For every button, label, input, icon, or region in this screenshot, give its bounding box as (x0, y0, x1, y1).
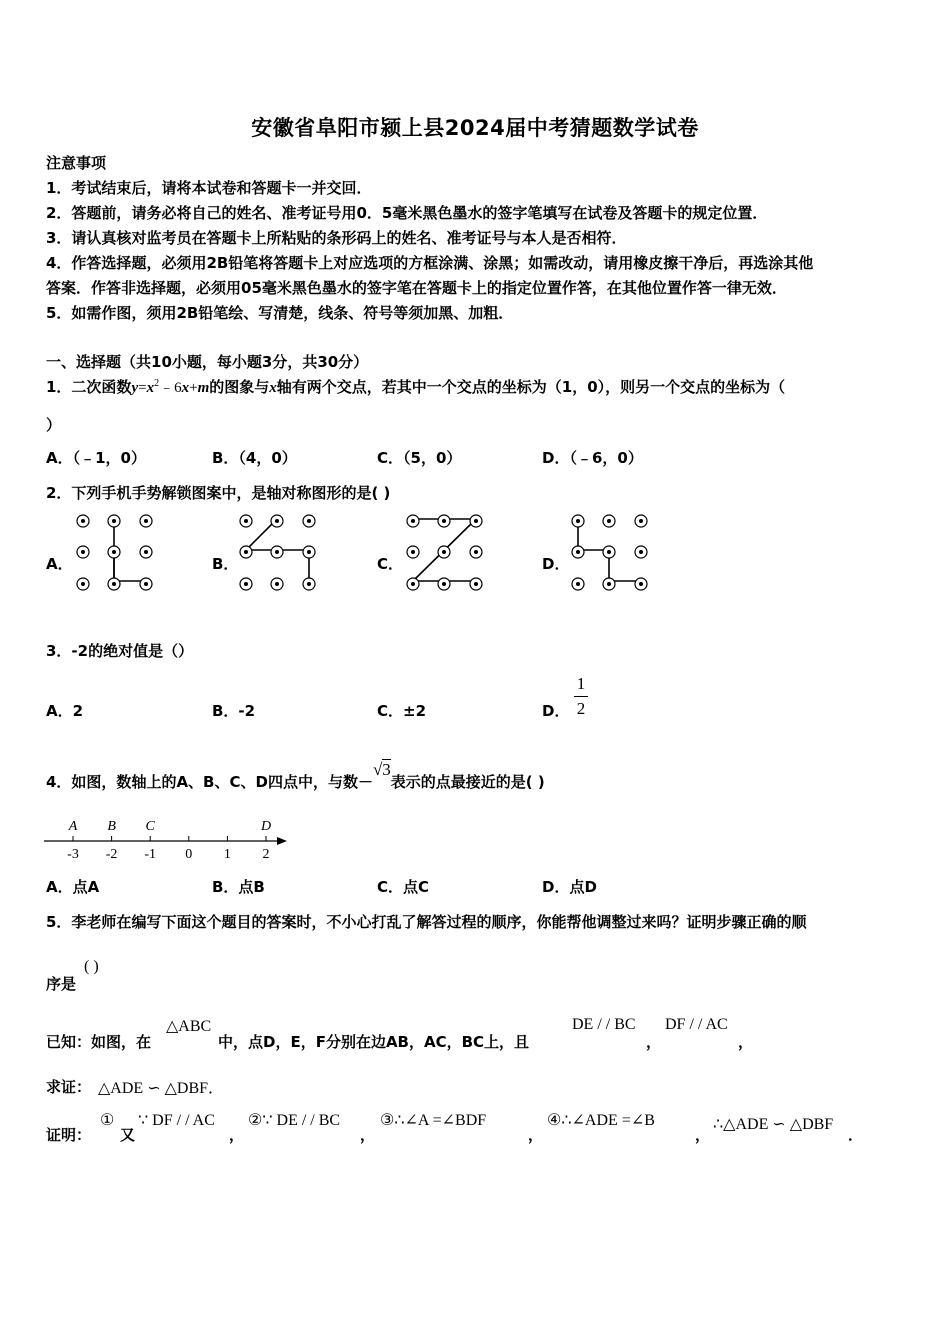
q3-option-d: D． (542, 702, 570, 720)
fraction-one-half: 1 2 (574, 674, 588, 719)
lock-dot-center (639, 550, 643, 554)
lock-dot-center (112, 550, 116, 554)
question-4: 4．如图，数轴上的A、B、C、D四点中，与数－√3表示的点最接近的是( ) (46, 760, 545, 791)
q2-option-b: B． (212, 555, 239, 573)
notice-item: 2．答题前，请务必将自己的姓名、准考证号用0．5毫米黑色墨水的签字笔填写在试卷及答题卡的规定位置． (46, 204, 768, 222)
q1-option-d: D．（﹣6，0） (542, 449, 643, 467)
pattern-b (233, 508, 323, 594)
lock-dot-center (411, 550, 415, 554)
lock-dot-center (244, 582, 248, 586)
condition-df-ac: DF / / AC (665, 1016, 728, 1033)
question-5: 5．李老师在编写下面这个题目的答案时，不小心打乱了解答过程的顺序，你能帮他调整过来吗？证明步骤正确的顺 (46, 913, 807, 931)
section-heading: 一、选择题（共10小题，每小题3分，共30分） (46, 353, 369, 371)
notice-item: 5．如需作图，须用2B铅笔绘、写清楚，线条、符号等须加黑、加粗． (46, 304, 514, 322)
condition-de-bc: DE / / BC (572, 1016, 636, 1033)
pattern-c (400, 508, 490, 594)
tick-label: -2 (105, 847, 118, 862)
lock-dot-center (442, 582, 446, 586)
notice-item: 3．请认真核对监考员在答题卡上所粘贴的条形码上的姓名、准考证号与本人是否相符． (46, 229, 627, 247)
lock-dot-center (275, 519, 279, 523)
lock-dot-center (307, 519, 311, 523)
tick-label: 1 (223, 847, 231, 862)
notice-item: 答案．作答非选择题，必须用05毫米黑色墨水的签字笔在答题卡上的指定位置作答，在其他位置作答一律无效． (46, 279, 787, 297)
question-2: 2．下列手机手势解锁图案中，是轴对称图形的是( ) (46, 484, 391, 502)
q3-option-b: B．-2 (212, 702, 256, 720)
q2-option-d: D． (542, 555, 570, 573)
pattern-d (565, 508, 655, 594)
lock-dot-center (607, 519, 611, 523)
pattern-a (70, 508, 160, 594)
lock-dot-center (112, 582, 116, 586)
page-title: 安徽省阜阳市颍上县2024届中考猜题数学试卷 (251, 116, 699, 140)
q4-option-a: A．点A (46, 878, 100, 896)
q4-option-b: B．点B (212, 878, 265, 896)
lock-dot-center (474, 519, 478, 523)
point-label: D (260, 819, 272, 834)
question-1: 1．二次函数$y=x^2﹣6x+m$的图象与x轴有两个交点，若其中一个交点的坐标为（1，0），则另一个交点的坐标为（ (46, 378, 786, 396)
q4-option-d: D．点D (542, 878, 597, 896)
lock-dot-center (81, 550, 85, 554)
q4-option-c: C．点C (377, 878, 430, 896)
lock-dot-center (639, 582, 643, 586)
lock-dot-center (275, 550, 279, 554)
lock-dot-center (307, 582, 311, 586)
step-1-number: ① (100, 1112, 115, 1129)
lock-dot-center (474, 582, 478, 586)
prove-label: 求证： (46, 1078, 92, 1096)
step-2: ②∵ DE / / BC (248, 1112, 341, 1129)
question-5-line2: 序是 (46, 975, 77, 993)
lock-dot-center (275, 582, 279, 586)
tick-label: -3 (67, 847, 79, 862)
tick-label: 2 (262, 847, 270, 862)
q1-option-c: C．（5，0） (377, 449, 462, 467)
separator: ， (360, 1126, 376, 1144)
separator: ， (229, 1126, 245, 1144)
lock-dot-center (144, 550, 148, 554)
point-label: B (107, 819, 116, 834)
q1-option-a: A．（﹣1，0） (46, 449, 146, 467)
lock-dot-center (639, 519, 643, 523)
lock-dot-center (244, 519, 248, 523)
lock-dot-center (607, 550, 611, 554)
point-label: C (145, 819, 155, 834)
lock-dot-center (144, 582, 148, 586)
q3-option-a: A．2 (46, 702, 84, 720)
lock-dot-center (576, 550, 580, 554)
lock-dot-center (442, 550, 446, 554)
number-line-arrow (277, 837, 287, 845)
lock-dot-center (81, 582, 85, 586)
answer-paren: ( ) (84, 958, 99, 975)
given-middle: 中，点D，E，F分别在边AB，AC，BC上，且 (218, 1033, 530, 1051)
proof-label: 证明： (46, 1126, 92, 1144)
separator: ， (528, 1126, 544, 1144)
lock-dot-center (411, 582, 415, 586)
lock-dot-center (81, 519, 85, 523)
number-line (40, 814, 300, 864)
lock-dot-center (442, 519, 446, 523)
lock-dot-center (607, 582, 611, 586)
notice-heading: 注意事项 (46, 154, 107, 172)
lock-dot-center (112, 519, 116, 523)
step-5: ∴△ADE ∽ △DBF (713, 1116, 834, 1133)
lock-dot-center (307, 550, 311, 554)
prove-statement: △ADE ∽ △DBF． (98, 1080, 225, 1097)
period: ． (848, 1126, 864, 1144)
notice-item: 4．作答选择题，必须用2B铅笔将答题卡上对应选项的方框涂满、涂黑；如需改动，请用橡皮擦干净后，再选涂其他 (46, 254, 814, 272)
question-3: 3．-2的绝对值是（） (46, 642, 194, 660)
triangle-abc: △ABC (166, 1018, 212, 1035)
step-1-you: 又 (120, 1126, 136, 1144)
question-1-close: ） (46, 416, 62, 434)
lock-dot-center (576, 519, 580, 523)
q3-option-c: C．±2 (377, 702, 427, 720)
lock-dot-center (576, 582, 580, 586)
step-1: ∵ DF / / AC (138, 1112, 215, 1129)
tick-label: -1 (144, 847, 157, 862)
q2-option-a: A． (46, 555, 73, 573)
notice-item: 1．考试结束后，请将本试卷和答题卡一并交回． (46, 179, 372, 197)
tick-label: 0 (185, 847, 193, 862)
comma: ， (738, 1033, 754, 1051)
comma: ， (646, 1033, 662, 1051)
step-3: ③∴∠A =∠BDF (380, 1112, 487, 1129)
step-4: ④∴∠ADE =∠B (547, 1112, 655, 1129)
q1-option-b: B．（4，0） (212, 449, 297, 467)
separator: ， (695, 1126, 711, 1144)
given-prefix: 已知：如图，在 (46, 1033, 152, 1051)
point-label: A (68, 819, 78, 834)
q2-option-c: C． (377, 555, 404, 573)
lock-dot-center (411, 519, 415, 523)
lock-dot-center (144, 519, 148, 523)
lock-dot-center (474, 550, 478, 554)
lock-dot-center (244, 550, 248, 554)
